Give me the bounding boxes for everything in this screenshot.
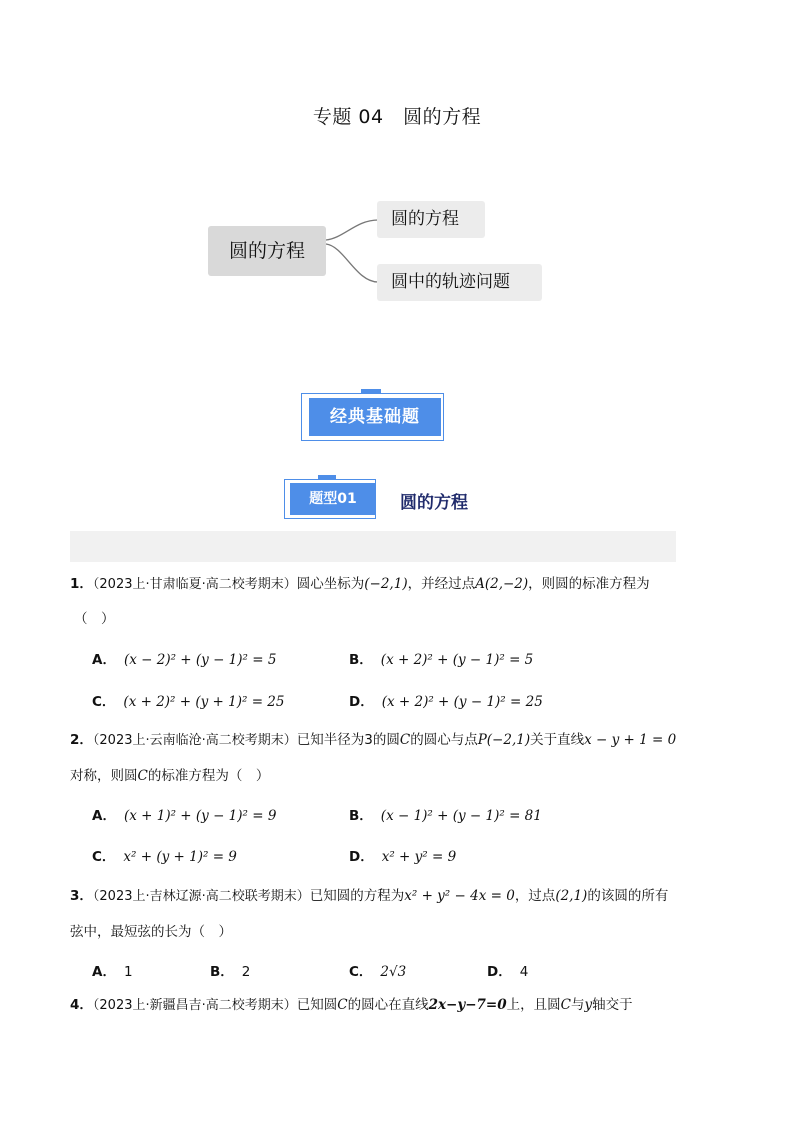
- question-text: 对称，则圆: [70, 768, 138, 784]
- question-text: 已知圆的方程为: [309, 888, 405, 904]
- question-3-line2: 弦中，最短弦的长为（ ）: [70, 924, 232, 940]
- option-expression: (x + 2)² + (y − 1)² = 25: [381, 694, 543, 710]
- option-c: [92, 845, 237, 865]
- option-c: [92, 690, 285, 710]
- option-a: [92, 960, 133, 980]
- question-text: 轴交于: [592, 997, 633, 1013]
- question-text: 的该圆的所有: [587, 888, 669, 904]
- option-b: [349, 804, 542, 824]
- math-expression: A(2,−2): [475, 576, 529, 592]
- document-title: 专题 04 圆的方程: [312, 106, 482, 128]
- section-divider-bar: [70, 531, 676, 562]
- option-expression: (x + 1)² + (y − 1)² = 9: [123, 808, 277, 824]
- question-text: 圆心坐标为: [296, 576, 365, 592]
- question-text: 关于直线: [530, 732, 585, 748]
- question-1-blank: （ ）: [74, 611, 115, 627]
- option-expression: (x + 2)² + (y − 1)² = 5: [380, 652, 534, 668]
- section-banner: [301, 393, 446, 443]
- math-expression: P(−2,1): [477, 732, 531, 748]
- option-label: C．: [92, 849, 116, 865]
- question-1-stem: [70, 574, 690, 595]
- option-label: B．: [210, 964, 234, 980]
- option-label: B．: [349, 808, 373, 824]
- option-label: A．: [92, 808, 116, 824]
- question-type-title: 圆的方程: [400, 493, 468, 513]
- question-text: 上，且圆: [506, 997, 561, 1013]
- option-c: [349, 960, 406, 980]
- question-4-stem: [70, 995, 720, 1016]
- option-d: [487, 960, 528, 980]
- question-text: 的标准方程为（ ）: [147, 768, 270, 784]
- question-number: 1．: [70, 576, 93, 592]
- question-number: 3．: [70, 888, 93, 904]
- question-type-tag: [284, 479, 380, 521]
- option-expression: (x + 2)² + (y + 1)² = 25: [123, 694, 285, 710]
- question-text: 已知圆: [296, 997, 338, 1013]
- math-expression: x − y + 1 = 0: [584, 732, 677, 748]
- option-expression: 1: [123, 964, 133, 980]
- option-b: [210, 960, 250, 980]
- math-expression: y: [584, 997, 593, 1013]
- math-expression: x² + y² − 4x = 0: [404, 888, 515, 904]
- option-expression: (x − 2)² + (y − 1)² = 5: [123, 652, 277, 668]
- option-expression: 4: [519, 964, 529, 980]
- option-label: B．: [349, 652, 373, 668]
- question-source: （2023上·吉林辽源·高二校联考期末）: [92, 889, 310, 904]
- option-d: [349, 845, 456, 865]
- question-3-stem: [70, 886, 710, 907]
- question-source: （2023上·新疆昌吉·高二校考期末）: [92, 998, 297, 1013]
- option-label: C．: [92, 694, 116, 710]
- option-label: C．: [349, 964, 373, 980]
- question-text: 的圆心与点: [410, 732, 478, 748]
- question-2-stem: [70, 730, 710, 751]
- math-expression: 2x−y−7=0: [428, 997, 507, 1013]
- option-label: A．: [92, 652, 116, 668]
- option-expression: 2: [241, 964, 251, 980]
- question-2-line2: [70, 766, 269, 786]
- math-expression: (−2,1): [364, 576, 408, 592]
- math-expression: C: [399, 732, 411, 748]
- option-b: [349, 648, 533, 668]
- question-text: 与: [570, 997, 585, 1013]
- option-d: [349, 690, 543, 710]
- option-label: D．: [349, 849, 374, 865]
- mindmap-root-node: 圆的方程: [208, 226, 326, 276]
- question-text: ，则圆的标准方程为: [528, 576, 650, 592]
- question-number: 4．: [70, 997, 93, 1013]
- option-label: A．: [92, 964, 116, 980]
- question-text: 已知半径为3的圆: [296, 732, 400, 748]
- math-expression: (2,1): [555, 888, 588, 904]
- math-expression: C: [337, 997, 348, 1013]
- option-expression: 2√3: [380, 964, 407, 980]
- option-label: D．: [349, 694, 374, 710]
- question-source: （2023上·甘肃临夏·高二校考期末）: [92, 577, 297, 592]
- option-a: [92, 804, 276, 824]
- question-source: （2023上·云南临沧·高二校考期末）: [92, 733, 297, 748]
- question-text: ，过点: [514, 888, 556, 904]
- math-expression: C: [560, 997, 571, 1013]
- mindmap-node-circle-equation: 圆的方程: [377, 201, 485, 238]
- mindmap-node-locus-problem: 圆中的轨迹问题: [377, 264, 542, 301]
- option-expression: x² + y² = 9: [381, 849, 457, 865]
- tag-label: 题型01: [290, 483, 376, 515]
- question-number: 2．: [70, 732, 93, 748]
- option-label: D．: [487, 964, 512, 980]
- option-expression: x² + (y + 1)² = 9: [123, 849, 237, 865]
- math-expression: C: [137, 768, 148, 784]
- option-expression: (x − 1)² + (y − 1)² = 81: [380, 808, 542, 824]
- question-text: ，并经过点: [407, 576, 476, 592]
- question-text: 的圆心在直线: [347, 997, 429, 1013]
- option-a: [92, 648, 276, 668]
- banner-label: 经典基础题: [309, 398, 441, 436]
